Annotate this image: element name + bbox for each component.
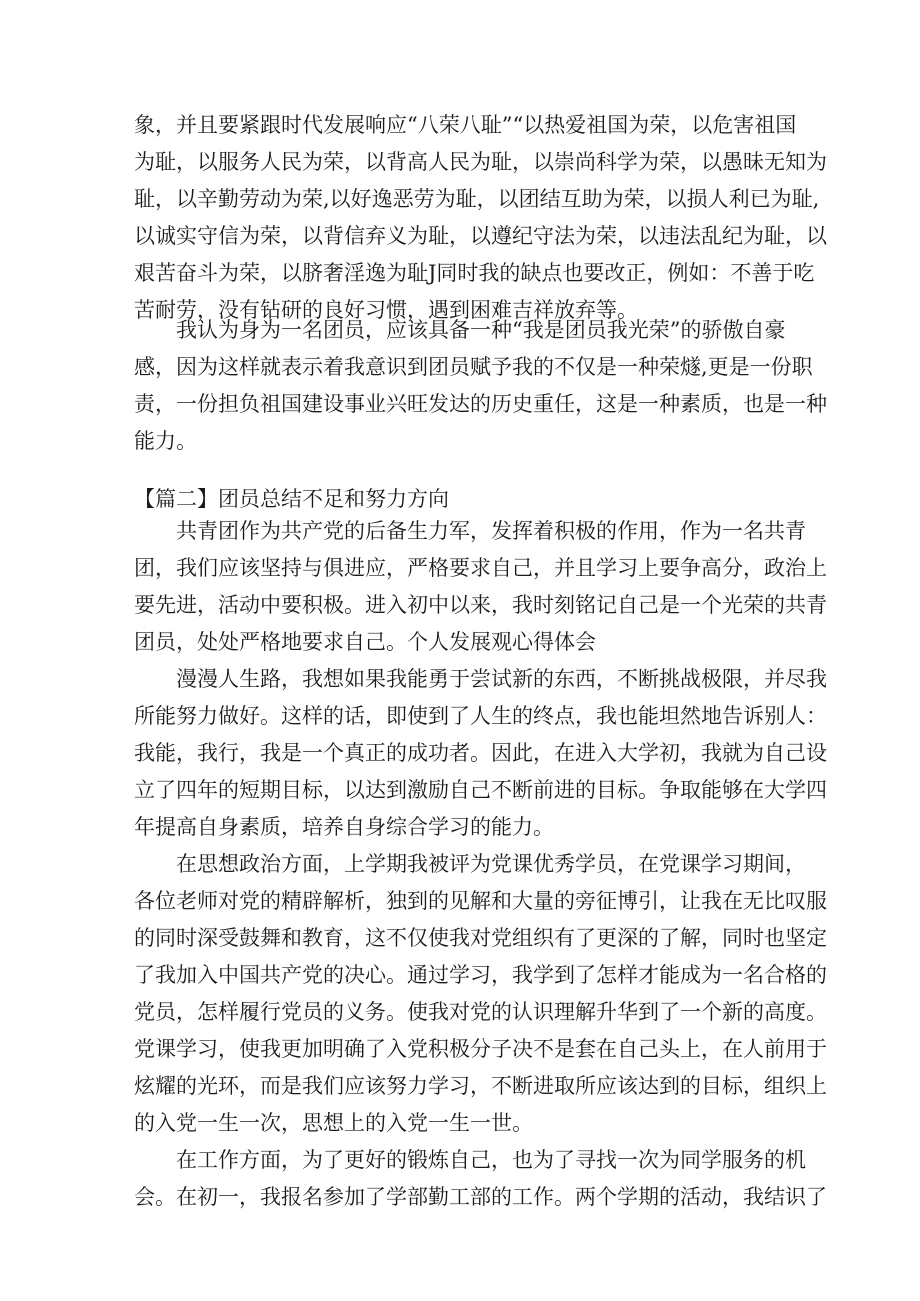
text-line: 要先进，活动中要积极。进入初中以来，我时刻铭记自己是一个光荣的共青 xyxy=(134,593,827,617)
text-line: 团员，处处严格地要求自己。个人发展观心得体会 xyxy=(134,630,596,654)
section2-paragraph-4 xyxy=(134,1142,827,1216)
section2-paragraph-2 xyxy=(134,661,827,846)
text-line: 以诚实守信为荣，以背信弃义为耻，以遵纪守法为荣，以违法乱纪为耻，以 xyxy=(134,224,827,248)
text-line: 能力。 xyxy=(134,429,197,453)
text-line: 责，一份担负祖国建设事业兴旺发达的历史重任，这是一种素质，也是一种 xyxy=(134,392,827,416)
section1-paragraph-1 xyxy=(134,107,827,329)
text-line: 苦耐劳，没有钻研的良好习惯，遇到困难吉祥放弃等。 xyxy=(134,298,638,322)
text-line: 所能努力做好。这样的话，即使到了人生的终点，我也能坦然地告诉别人： xyxy=(134,704,827,728)
text-line: 的同时深受鼓舞和教育，这不仅使我对党组织有了更深的了解，同时也坚定 xyxy=(134,926,827,950)
text-line: 我能，我行，我是一个真正的成功者。因此，在进入大学初，我就为自己设 xyxy=(134,741,827,765)
text-line: 感，因为这样就表示着我意识到团员赋予我的不仅是一种荣燧,更是一份职 xyxy=(134,355,813,379)
text-line: 共青团作为共产党的后备生力军，发挥着积极的作用，作为一名共青 xyxy=(176,519,806,543)
text-line: 在工作方面，为了更好的锻炼自己，也为了寻找一次为同学服务的机 xyxy=(176,1148,806,1172)
text-line: 年提高自身素质，培养自身综合学习的能力。 xyxy=(134,815,554,839)
section2-body xyxy=(134,513,827,1216)
text-line: 耻，以辛勤劳动为荣,以好逸恶劳为耻，以团结互助为荣，以损人利已为耻, xyxy=(134,187,820,211)
text-line: 我认为身为一名团员，应该具备一种“我是团员我光荣”的骄傲自豪 xyxy=(176,318,786,342)
section1-paragraph-2 xyxy=(134,312,827,460)
text-line: 了我加入中国共产党的决心。通过学习，我学到了怎样才能成为一名合格的 xyxy=(134,963,827,987)
text-line: 会。在初一，我报名参加了学部勤工部的工作。两个学期的活动，我结识了 xyxy=(134,1185,827,1209)
text-line: 党员，怎样履行党员的义务。使我对党的认识理解升华到了一个新的高度。 xyxy=(134,1000,827,1024)
text-line: 党课学习，使我更加明确了入党积极分子决不是套在自己头上，在人前用于 xyxy=(134,1037,827,1061)
text-line: 立了四年的短期目标，以达到激励自己不断前进的目标。争取能够在大学四 xyxy=(134,778,827,802)
text-line: 团，我们应该坚持与俱进应，严格要求自己，并且学习上要争高分，政治上 xyxy=(134,556,827,580)
text-line: 的入党一生一次，思想上的入党一生一世。 xyxy=(134,1111,533,1135)
text-line: 在思想政治方面，上学期我被评为党课优秀学员，在党课学习期间， xyxy=(176,852,806,876)
text-line: 艰苦奋斗为荣，以脐奢淫逸为耻J同时我的缺点也要改正，例如：不善于吃 xyxy=(134,261,815,285)
section2-paragraph-3 xyxy=(134,846,827,1142)
section2-paragraph-1 xyxy=(134,513,827,661)
section-heading: 【篇二】团员总结不足和努力方向 xyxy=(134,487,449,511)
text-line: 炫耀的光环，而是我们应该努力学习，不断进取所应该达到的目标，组织上 xyxy=(134,1074,827,1098)
text-line: 象，并且要紧跟时代发展响应“八荣八耻”“以热爱祖国为荣，以危害祖国 xyxy=(134,113,797,137)
text-line: 各位老师对党的精辟解析，独到的见解和大量的旁征博引，让我在无比叹服 xyxy=(134,889,827,913)
text-line: 为耻，以服务人民为荣，以背高人民为耻，以崇尚科学为荣，以愚昧无知为 xyxy=(134,150,827,174)
text-line: 漫漫人生路，我想如果我能勇于尝试新的东西，不断挑战极限，并尽我 xyxy=(176,667,827,691)
